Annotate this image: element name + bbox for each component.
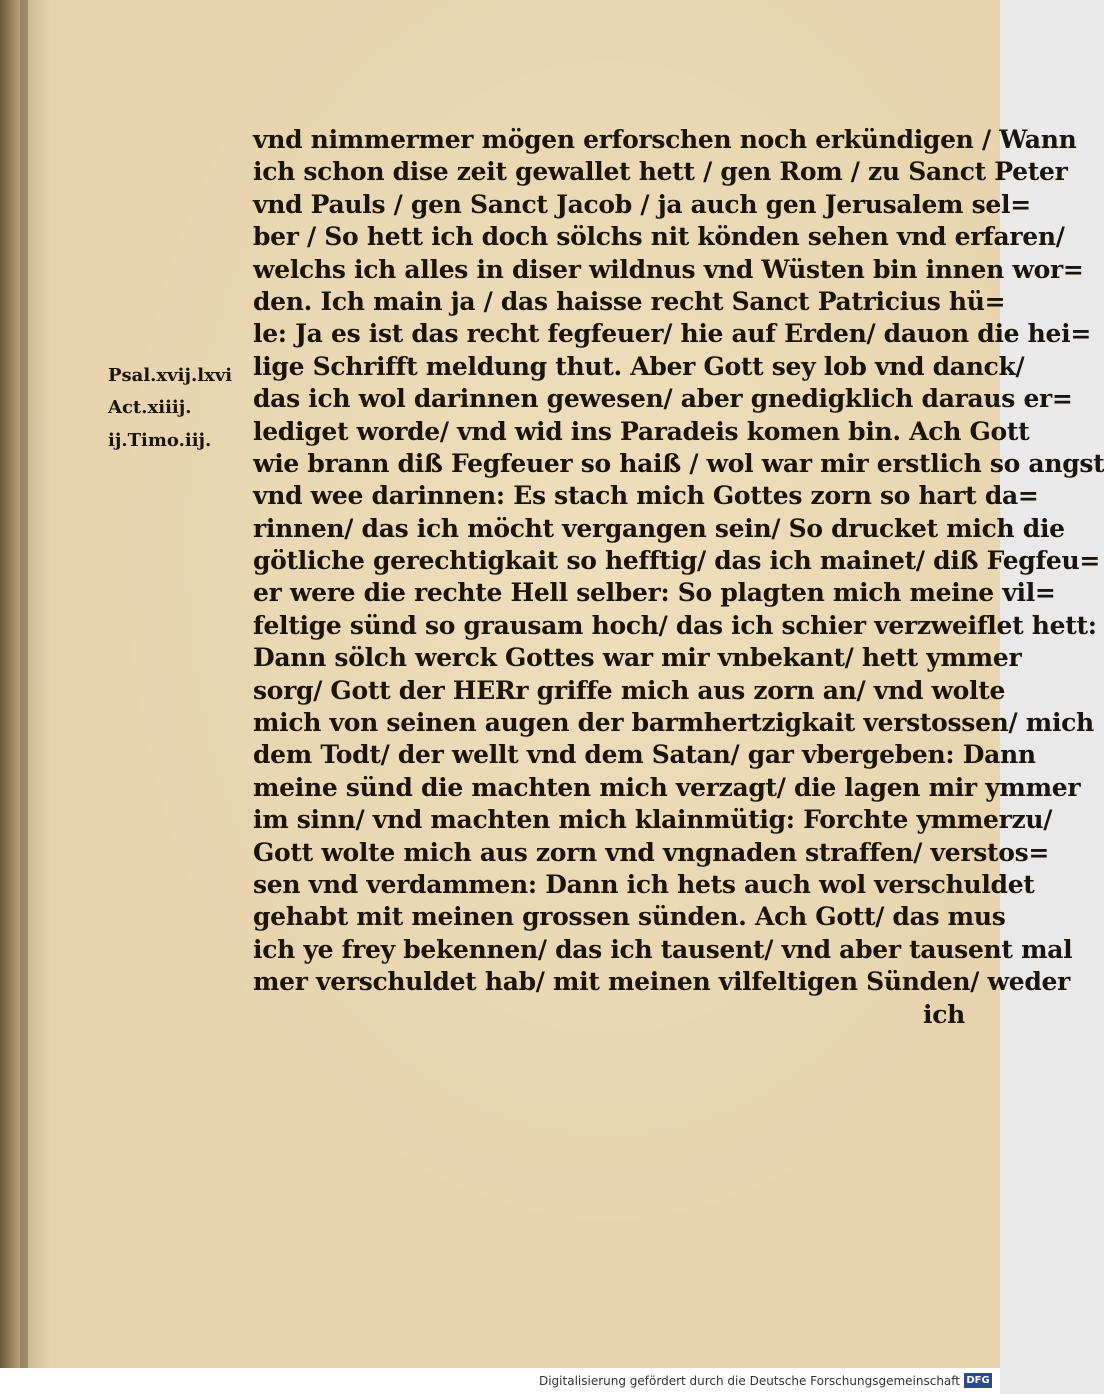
text-line: mich von seinen augen der barmhertzigkait verstossen/ mich [253, 708, 1094, 738]
text-line: im sinn/ vnd machten mich klainmütig: Forchte ymmerzu/ [253, 805, 1053, 835]
text-line: sorg/ Gott der HERr griffe mich aus zorn an/ vnd wolte [253, 675, 1006, 705]
text-line: rinnen/ das ich möcht vergangen sein/ So drucket mich die [253, 513, 1065, 543]
book-spine [0, 0, 20, 1370]
page-gutter-shadow [20, 0, 28, 1368]
text-line: vnd Pauls / gen Sanct Jacob / ja auch gen Jerusalem sel= [253, 189, 1031, 219]
margin-note: Psal.xvij.lxvi [108, 365, 233, 386]
margin-notes [108, 360, 258, 457]
text-line: mer verschuldet hab/ mit meinen vilfeltigen Sünden/ weder [253, 967, 1071, 997]
text-line: ich schon dise zeit gewallet hett / gen Rom / zu Sanct Peter [253, 157, 1068, 187]
text-line: feltige sünd so grausam hoch/ das ich schier verzweiflet hett: [253, 610, 1097, 640]
text-line: sen vnd verdammen: Dann ich hets auch wol verschuldet [253, 869, 1035, 899]
text-line: gehabt mit meinen grossen sünden. Ach Gott/ das mus [253, 902, 1006, 932]
margin-note: ij.Timo.iij. [108, 429, 212, 451]
text-line: lediget worde/ vnd wid ins Paradeis komen bin. Ach Gott [253, 416, 1030, 446]
text-line: Dann sölch werck Gottes war mir vnbekant/ hett ymmer [253, 643, 1022, 673]
text-line: das ich wol darinnen gewesen/ aber gnedigklich daraus er= [253, 384, 1073, 414]
text-line: dem Todt/ der wellt vnd dem Satan/ gar vbergeben: Dann [253, 740, 1036, 770]
body-text [253, 124, 1104, 1031]
text-line: welchs ich alles in diser wildnus vnd Wüsten bin innen wor= [253, 254, 1084, 284]
text-line: er were die rechte Hell selber: So plagten mich meine vil= [253, 578, 1056, 608]
text-line: ich ye frey bekennen/ das ich tausent/ vnd aber tausent mal [253, 934, 1073, 964]
text-line: meine sünd die machten mich verzagt/ die lagen mir ymmer [253, 772, 1081, 802]
text-line: den. Ich main ja / das haisse recht Sanct Patricius hü= [253, 286, 1006, 316]
text-line: götliche gerechtigkait so hefftig/ das ich mainet/ diß Fegfeu= [253, 546, 1101, 576]
text-line: wie brann diß Fegfeuer so haiß / wol war mir erstlich so angst [253, 448, 1104, 478]
text-line: ber / So hett ich doch sölchs nit könden sehen vnd erfaren/ [253, 222, 1065, 252]
text-line: lige Schrifft meldung thut. Aber Gott sey lob vnd danck/ [253, 351, 1025, 381]
dfg-logo: DFG [964, 1373, 992, 1388]
text-line: vnd wee darinnen: Es stach mich Gottes zorn so hart da= [253, 481, 1039, 511]
footer-credit: Digitalisierung gefördert durch die Deutsche Forschungsgemeinschaft [538, 1374, 960, 1388]
catchword: ich [923, 999, 965, 1029]
text-line: Gott wolte mich aus zorn vnd vngnaden straffen/ verstos= [253, 837, 1050, 867]
footer-bar [0, 1368, 1000, 1394]
margin-note: Act.xiiij. [108, 397, 192, 419]
text-line: vnd nimmermer mögen erforschen noch erkündigen / Wann [253, 125, 1077, 154]
text-line: le: Ja es ist das recht fegfeuer/ hie auf Erden/ dauon die hei= [253, 319, 1092, 349]
